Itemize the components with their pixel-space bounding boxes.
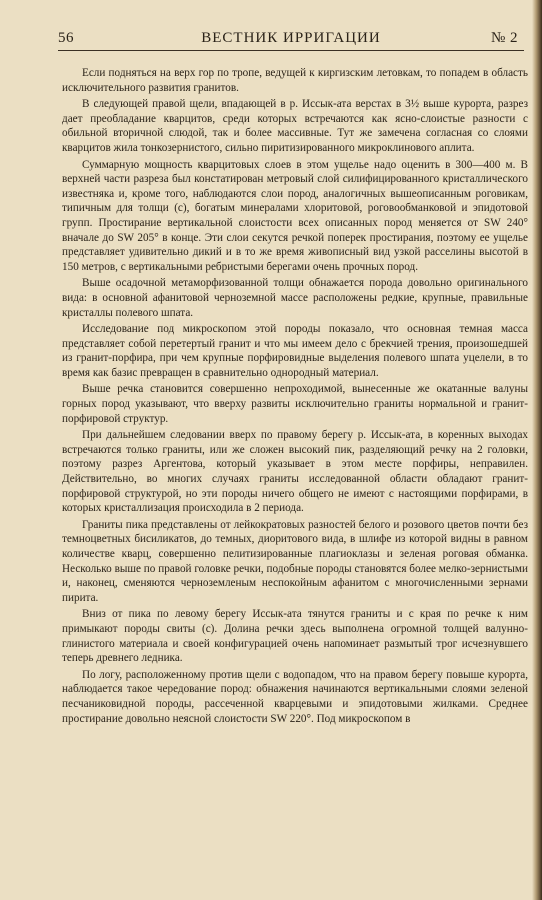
paragraph: Граниты пика представлены от лейкократовых разностей белого и розового цветов почти без темноцветных бисиликатов, до темных, диоритового вида, в шлифе из которой видны в равном количестве кварц, совершенно пелитизированные плагиоклазы и зеленая роговая обманка. Несколько выше по правой головке речки, подобные породы становятся более мелко-зернистыми и, наконец, сменяются черноземленым неспокойным афанитом с многочисленными зернами пирита.	[62, 518, 528, 604]
paragraph: Исследование под микроскопом этой породы показало, что основная темная масса представляет собой перетертый гранит и что мы имеем дело с брекчией трения, произошедшей из гранит-порфира, при чем крупные порфировидные выделения полевого шпата уцелели, в то время как базис превращен в сравнительно однородный материал.	[62, 323, 528, 379]
paragraph: Вниз от пика по левому берегу Иссык-ата тянутся граниты и с края по речке к ним примыкают породы свиты (с). Долина речки здесь выполнена огромной толщей валунно-глинистого материала и своей конфигурацией очень напоминает размытый трог исчезнувшего теперь древнего ледника.	[62, 608, 528, 665]
article-body	[62, 66, 528, 728]
page-edge-shadow	[532, 0, 542, 900]
paragraph: Выше осадочной метаморфизованной толщи обнажается порода довольно оригинального вида: в основной афанитовой черноземной массе расположены редкие, крупные, правильные кристаллы полевого шпата.	[62, 277, 528, 319]
page-number: 56	[58, 30, 74, 46]
paragraph: Выше речка становится совершенно непроходимой, вынесенные же окатанные валуны горных пород указывают, что вверху развиты исключительно граниты нормальной и гранит-порфировой структур.	[62, 383, 528, 425]
paragraph: По логу, расположенному против щели с водопадом, что на правом берегу повыше курорта, наблюдается такое чередование пород: обнажения начинаются вертикальными слоями зеленой песчаниковидной породы, рассеченной кварцевыми и эпидотовыми жилками. Среднее простирание довольно неясной слоистости SW 220°. Под микроскопом в	[62, 668, 528, 725]
paragraph: Если подняться на верх гор по тропе, ведущей к киргизским летовкам, то попадем в область исключительного развития гранитов.	[62, 67, 528, 94]
paragraph: При дальнейшем следовании вверх по правому берегу р. Иссык-ата, в коренных выходах встречаются только граниты, или же сложен высокий пик, разделяющий речку на 2 головки, поэтому разрез Аргентова, который указывает в этом месте порфиры, неправилен. Действительно, во многих случаях граниты исследованной области обладают гранит-порфировой структурой, но эти породы ничего общего не имеют с настоящими порфирами, в которых кристаллизация происходила в 2 периода.	[62, 429, 528, 515]
page-header	[58, 28, 524, 51]
issue-number: № 2	[490, 30, 518, 46]
journal-title: ВЕСТНИК ИРРИГАЦИИ	[201, 30, 381, 46]
paragraph: В следующей правой щели, впадающей в р. Иссык-ата верстах в 3½ выше курорта, разрез дает преобладание кварцитов, среди которых встречаются как ясно-слоистые разности с обильной вторичной слюдой, так и более массивные. Тут же замечена согласная со слоями кварцитов жила тонкозернистого, сильно пиритизированного микроклинового аплита.	[62, 98, 528, 154]
paragraph: Суммарную мощность кварцитовых слоев в этом ущелье надо оценить в 300—400 м. В верхней части разреза был констатирован метровый слой силифицированного кристаллического известняка и, кроме того, наблюдаются слои пород, аналогичных вышеописанным роговикам, типичным для толщи (с), богатым минералами хлоритовой, роговообманковой и эпидотовой групп. Простирание вертикальной слоистости всех описанных пород меняется от SW 240° вначале до SW 205° в конце. Эти слои секутся речкой поперек простирания, поэтому ее ущелье представляет удивительно дикий и в то же время живописный вид узкой расселины высотой в 150 метров, с вертикальными ребристыми берегами очень прочных пород.	[62, 158, 528, 273]
